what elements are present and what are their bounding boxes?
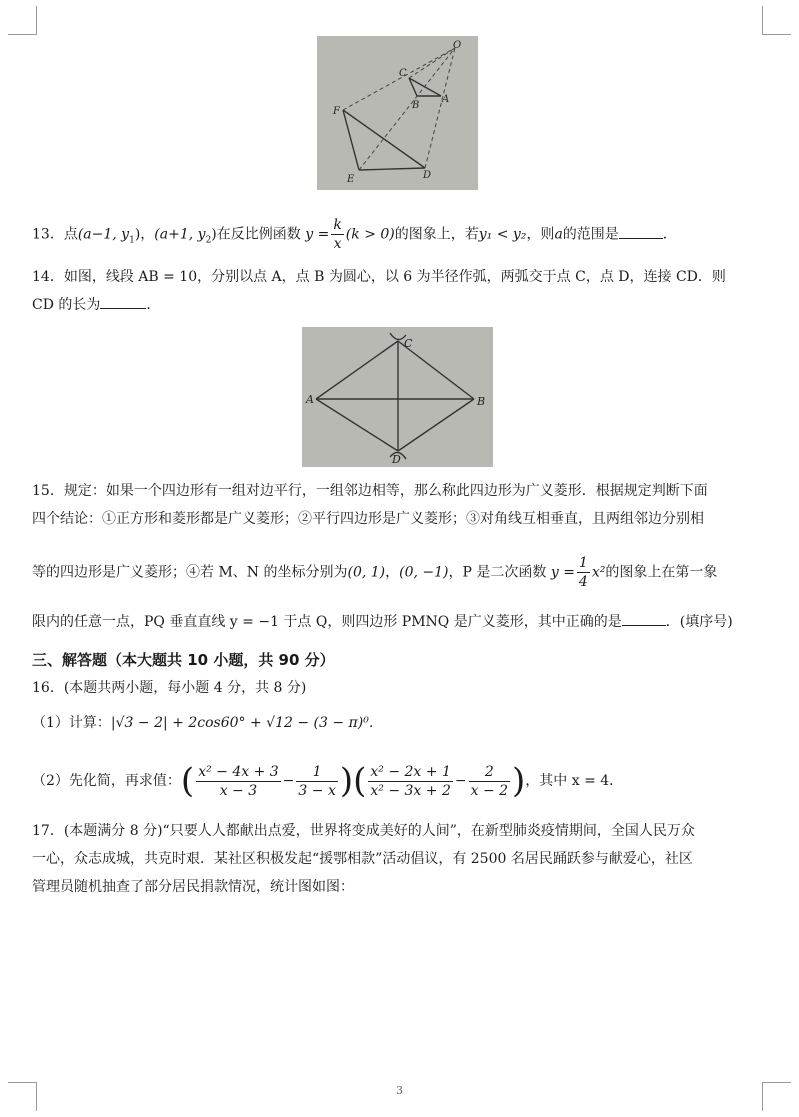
question-15-line2: 四个结论：①正方形和菱形都是广义菱形；②平行四边形是广义菱形；③对角线互相垂直，且两组邻边分别相 [32, 511, 704, 527]
question-13: 13．点(a−1, $y_1$)，(a+1, $y_2$)在反比例函数 y = $\frac{k}{x}$ (k > 0)的图象上，若y₁ < y₂，则a的范围是 ． [32, 217, 677, 252]
geometry-figure-rhombus [302, 327, 493, 467]
label-A: A [306, 393, 314, 406]
question-14-line2: CD 的长为 ． [32, 294, 767, 316]
section-heading-3: 三、解答题（本大题共 10 小题，共 90 分） [32, 651, 335, 669]
label-D: D [392, 453, 401, 466]
label-E: E [347, 174, 355, 185]
label-D: D [423, 170, 432, 181]
label-A: A [442, 94, 450, 105]
geometry-figure-similar-triangles [317, 36, 478, 190]
answer-blank-13[interactable] [619, 224, 663, 239]
question-14-line1: 14．如图，线段 AB = 10，分别以点 A，点 B 为圆心，以 6 为半径作弧，两弧交于点 C，点 D，连接 CD．则 [32, 269, 726, 285]
answer-blank-15[interactable] [622, 611, 666, 626]
question-17-line2: 一心，众志成城，共克时艰．某社区积极发起“援鄂相款”活动倡议，有 2500 名居民踊跃参与献爱心，社区 [32, 851, 693, 867]
question-17-line3: 管理员随机抽查了部分居民捐款情况，统计图如图： [32, 879, 354, 895]
corner-mark-top-right [762, 6, 791, 35]
question-16-part2: （2）先化简，再求值：( $\frac{\text{x² − 4x + 3}}{x - 3}$ − $\frac{1}{3 - x}$ )( $\frac{\text{x² − 2x + 1}}{\text{x² − 3x + 2}}$ − $\frac{2}{x - 2}$ )，其中 x = 4． [32, 761, 624, 801]
corner-mark-top-left [8, 6, 37, 35]
label-B: B [412, 100, 420, 111]
answer-blank-14[interactable] [100, 294, 146, 309]
label-F: F [333, 106, 340, 117]
label-O: O [453, 40, 462, 51]
question-15-line4: 限内的任意一点，PQ 垂直直线 y = −1 于点 Q，则四边形 PMNQ 是广义菱形，其中正确的是 ．(填序号) [32, 611, 767, 633]
page-number: 3 [396, 1084, 403, 1097]
label-C: C [404, 337, 413, 350]
question-16-part1: （1）计算：|√3 − 2| + 2cos60° + √12 − (3 − π)⁰． [32, 715, 383, 731]
question-17-line1: 17．(本题满分 8 分)“只要人人都献出点爱，世界将变成美好的人间”，在新型肺炎疫情期间，全国人民万众 [32, 823, 695, 839]
label-C: C [399, 68, 407, 79]
question-15-line1: 15．规定：如果一个四边形有一组对边平行，一组邻边相等，那么称此四边形为广义菱形．根据规定判断下面 [32, 483, 708, 499]
question-16-intro: 16．(本题共两小题，每小题 4 分，共 8 分) [32, 680, 307, 696]
label-B: B [477, 395, 486, 408]
question-15-line3: 等的四边形是广义菱形；④若 M、N 的坐标分别为(0, 1)，(0, −1)，P 是二次函数 y = $\frac{1}{4}$ x²的图象上在第一象 [32, 555, 718, 590]
